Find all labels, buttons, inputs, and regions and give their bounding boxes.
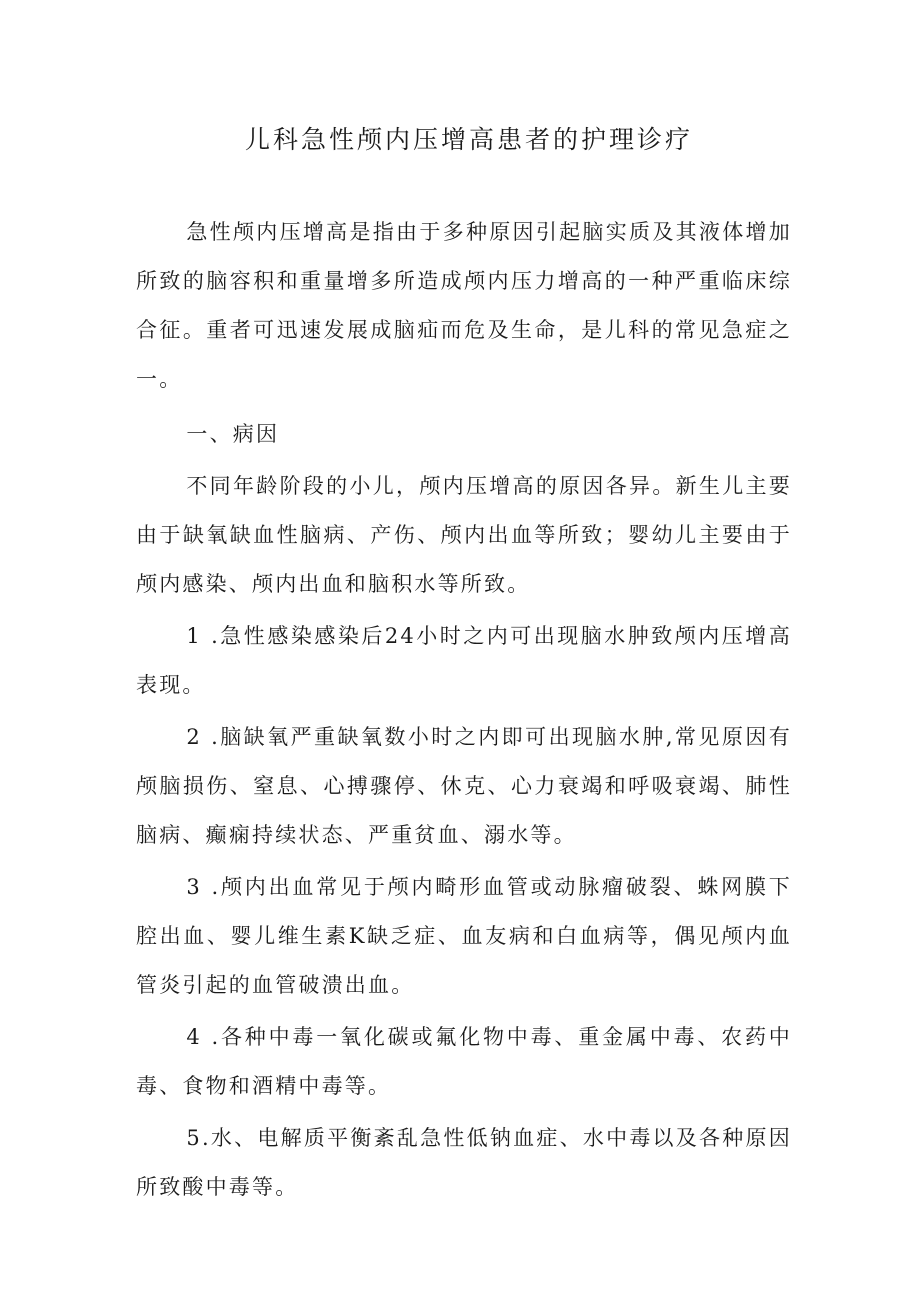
- causes-intro-paragraph: 不同年龄阶段的小儿，颅内压增高的原因各异。新生儿主要由于缺氧缺血性脑病、产伤、颅内出血等所致；婴幼儿主要由于颅内感染、颅内出血和脑积水等所致。: [136, 474, 792, 596]
- document-title: 儿科急性颅内压增高患者的护理诊疗: [244, 125, 693, 154]
- section-heading-causes: 一、病因: [186, 422, 280, 446]
- cause-item-3: 3 .颅内出血常见于颅内畸形血管或动脉瘤破裂、蛛网膜下腔出血、婴儿维生素K缺乏症、血友病和白血病等，偶见颅内血管炎引起的血管破溃出血。: [136, 875, 792, 997]
- intro-paragraph: 急性颅内压增高是指由于多种原因引起脑实质及其液体增加所致的脑容积和重量增多所造成颅内压力增高的一种严重临床综合征。重者可迅速发展成脑疝而危及生命，是儿科的常见急症之一。: [136, 220, 792, 391]
- cause-item-2: 2 .脑缺氧严重缺氧数小时之内即可出现脑水肿,常见原因有颅脑损伤、窒息、心搏骤停、休克、心力衰竭和呼吸衰竭、肺性脑病、癫痫持续状态、严重贫血、溺水等。: [136, 725, 792, 847]
- cause-item-5: 5.水、电解质平衡紊乱急性低钠血症、水中毒以及各种原因所致酸中毒等。: [136, 1126, 792, 1199]
- cause-item-1: 1 .急性感染感染后24小时之内可出现脑水肿致颅内压增高表现。: [136, 624, 792, 697]
- cause-item-4: 4 .各种中毒一氧化碳或氟化物中毒、重金属中毒、农药中毒、食物和酒精中毒等。: [136, 1025, 792, 1098]
